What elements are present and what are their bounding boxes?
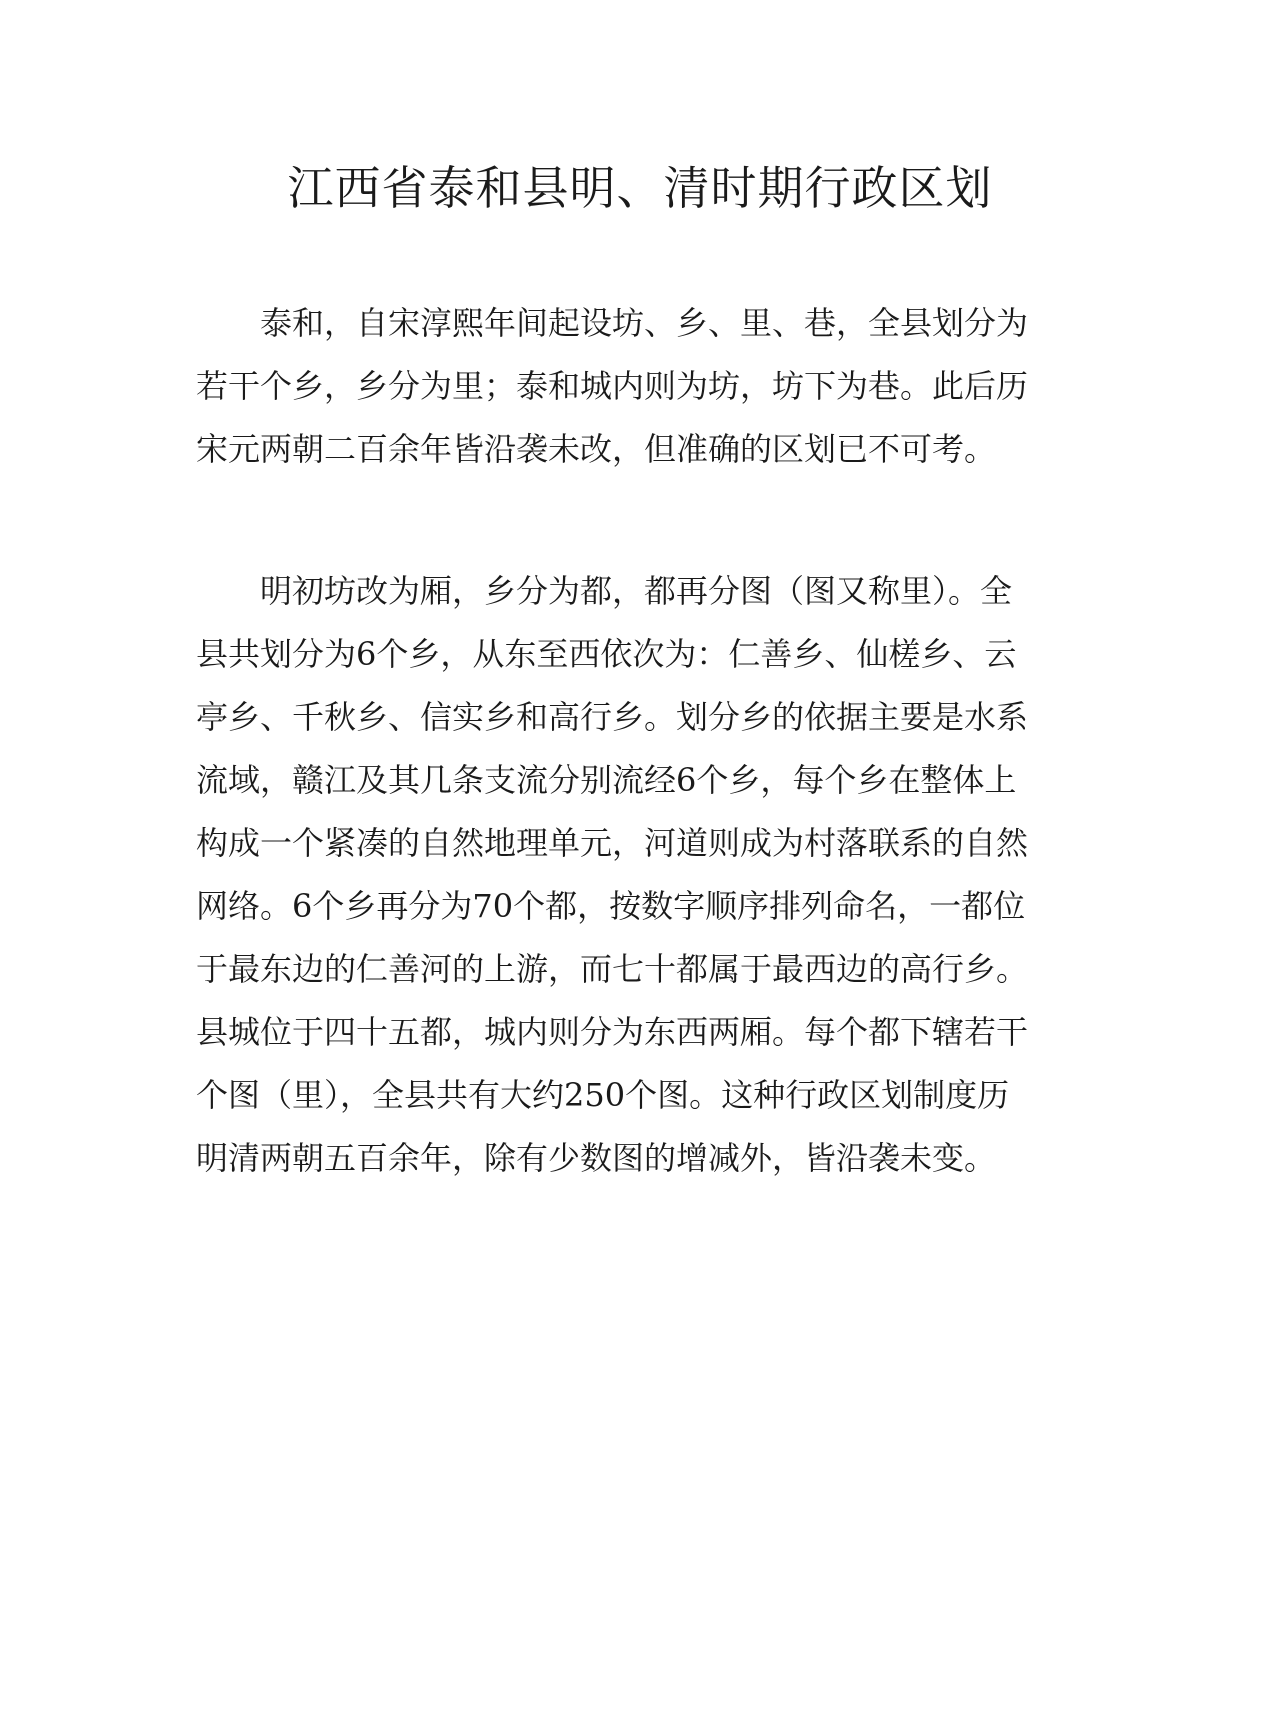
paragraph-line: 若干个乡，乡分为里；泰和城内则为坊，坊下为巷。此后历 <box>196 367 1029 405</box>
paragraph-2 <box>196 560 1090 1190</box>
paragraph-line: 个图（里），全县共有大约250个图。这种行政区划制度历 <box>196 1076 1010 1114</box>
paragraph-line: 明清两朝五百余年，除有少数图的增减外，皆沿袭未变。 <box>196 1139 997 1177</box>
paragraph-line: 县城位于四十五都，城内则分为东西两厢。每个都下辖若干 <box>196 1013 1029 1051</box>
paragraph-line: 构成一个紧凑的自然地理单元，河道则成为村落联系的自然 <box>196 824 1029 862</box>
paragraph-line: 泰和，自宋淳熙年间起设坊、乡、里、巷，全县划分为 <box>260 304 1029 342</box>
paragraph-line: 流域，赣江及其几条支流分别流经6个乡，每个乡在整体上 <box>196 761 1017 799</box>
paragraph-1 <box>196 292 1090 481</box>
paragraph-line: 于最东边的仁善河的上游，而七十都属于最西边的高行乡。 <box>196 950 1029 988</box>
paragraph-line: 明初坊改为厢，乡分为都，都再分图（图又称里）。全 <box>260 572 1013 610</box>
paragraph-line: 亭乡、千秋乡、信实乡和高行乡。划分乡的依据主要是水系 <box>196 698 1029 736</box>
document-title: 江西省泰和县明、清时期行政区划 <box>287 161 993 215</box>
paragraph-line: 县共划分为6个乡，从东至西依次为：仁善乡、仙槎乡、云 <box>196 635 1017 673</box>
paragraph-line: 网络。6个乡再分为70个都，按数字顺序排列命名，一都位 <box>196 887 1026 925</box>
paragraph-line: 宋元两朝二百余年皆沿袭未改，但准确的区划已不可考。 <box>196 430 997 468</box>
